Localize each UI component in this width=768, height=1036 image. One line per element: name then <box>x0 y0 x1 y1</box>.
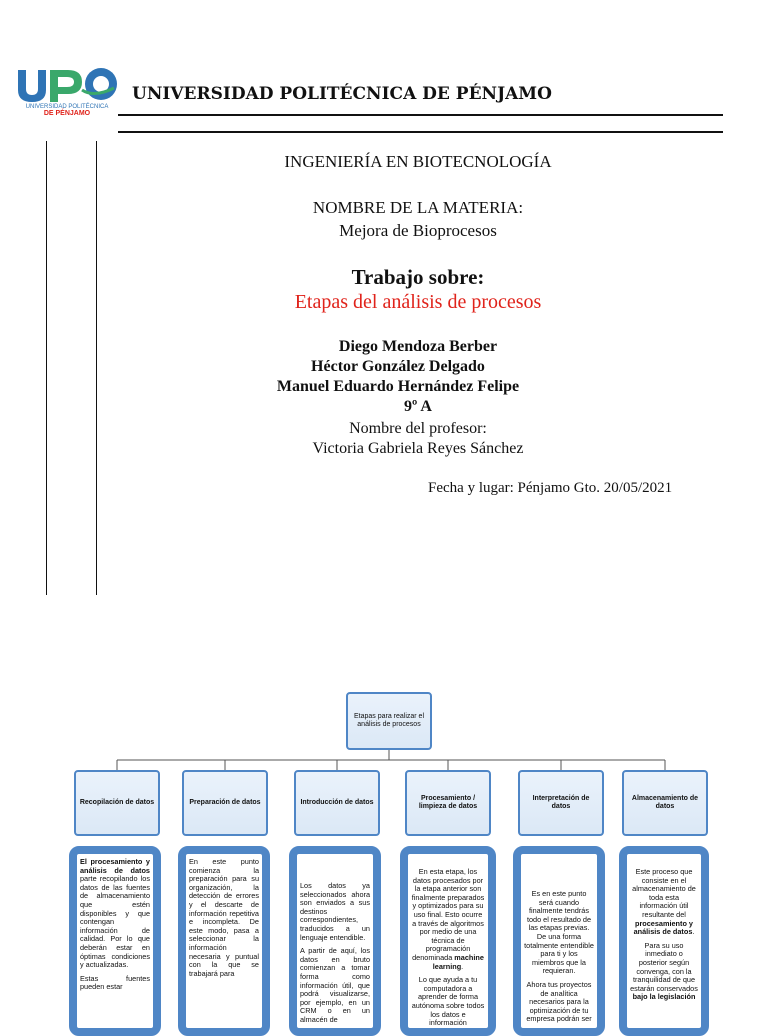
logo-line1: UNIVERSIDAD POLITÉCNICA <box>25 104 109 110</box>
stage-introduccion: Introducción de datos <box>294 770 380 836</box>
university-logo <box>14 68 120 116</box>
professor-label: Nombre del profesor: <box>349 420 487 437</box>
desc6-period: . <box>692 927 695 937</box>
header-rule-top <box>118 114 723 116</box>
desc1-text: parte recopilando los datos de las fuentes de almacenamiento que estén disponibles y que contengan información de calidad. Por lo que deberán estar en óptimas condiciones y actualizadas. <box>80 874 150 970</box>
stage-preparacion: Preparación de datos <box>182 770 268 836</box>
desc4-period: . <box>461 961 464 971</box>
desc1-text-2: Estas fuentes pueden estar <box>80 973 150 992</box>
desc-recopilacion <box>69 846 161 1036</box>
desc5-text-2: Ahora tus proyectos de analítica necesarios para la optimización de tu empresa podrán ser <box>526 979 592 1024</box>
desc-introduccion <box>289 846 381 1036</box>
desc6-text-2: Para su uso inmediato o posterior según convenga, con la tranquilidad de que estarán conservados <box>630 940 698 993</box>
margin-rule-left <box>46 141 47 595</box>
stage-almacenamiento: Almacenamiento de datos <box>622 770 708 836</box>
desc6-text-1: Este proceso que consiste en el almacenamiento de toda esta información útil resultante del <box>632 867 696 919</box>
desc5-text-1: Es en este punto será cuando finalmente tendrás todo el resultado de las etapas previas. De una forma totalmente entendible para ti y los miembros que la requieran. <box>524 889 594 976</box>
professor-name: Victoria Gabriela Reyes Sánchez <box>312 440 524 457</box>
career: INGENIERÍA EN BIOTECNOLOGÍA <box>284 152 552 171</box>
logo-graphic <box>14 68 120 116</box>
university-name: UNIVERSIDAD POLITÉCNICA DE PÉNJAMO <box>132 84 552 104</box>
subject-label: NOMBRE DE LA MATERIA: <box>312 198 524 217</box>
work-title: Etapas del análisis de procesos <box>294 291 542 313</box>
author-2: Héctor González Delgado <box>311 358 485 375</box>
desc4-text-2: Lo que ayuda a tu computadora a aprender de forma autónoma sobre todos los datos e información <box>411 975 485 1028</box>
desc6-bold-2: bajo la legislación <box>632 992 696 1002</box>
author-1: Diego Mendoza Berber <box>338 338 498 355</box>
work-label: Trabajo sobre: <box>351 265 485 289</box>
date-place: Fecha y lugar: Pénjamo Gto. 20/05/2021 <box>428 480 673 496</box>
desc2-text: En este punto comienza la preparación para su organización, la detección de errores y el descarte de información repetitiva e incompleta. De este modo, pasa a seleccionar la información necesaria y puntual con la que se trabajará para <box>189 857 259 978</box>
diagram-root-node: Etapas para realizar el análisis de procesos <box>346 692 432 750</box>
desc3-text-1: Los datos ya seleccionados ahora son enviados a sus destinos correspondientes, traducidos a un lenguaje entendible. <box>300 881 370 942</box>
author-3: Manuel Eduardo Hernández Felipe <box>276 378 520 395</box>
stage-recopilacion: Recopilación de datos <box>74 770 160 836</box>
desc-interpretacion <box>513 846 605 1036</box>
logo-line2: DE PÉNJAMO <box>43 110 91 116</box>
desc1-bold: El procesamiento y análisis de datos <box>80 857 150 875</box>
desc-almacenamiento <box>619 846 709 1036</box>
desc6-bold-1: procesamiento y análisis de datos <box>633 918 693 937</box>
desc-procesamiento <box>400 846 496 1036</box>
stage-interpretacion: Interpretación de datos <box>518 770 604 836</box>
desc-preparacion <box>178 846 270 1036</box>
desc4-bold: machine learning <box>432 952 484 971</box>
subject: Mejora de Bioprocesos <box>339 221 497 240</box>
header-rule-bottom <box>118 131 723 133</box>
stage-procesamiento: Procesamiento / limpieza de datos <box>405 770 491 836</box>
desc3-text-2: A partir de aquí, los datos en bruto comienzan a tomar forma como información útil, que podrá visualizarse, por ejemplo, en un CRM o en un almacén de <box>300 946 370 1024</box>
desc4-text-1: En esta etapa, los datos procesados por la etapa anterior son finalmente preparados y optimizados para su uso final. Esto ocurre a través de algoritmos por medio de una técnica de programación denominada <box>411 867 485 962</box>
group: 9º A <box>404 398 432 415</box>
